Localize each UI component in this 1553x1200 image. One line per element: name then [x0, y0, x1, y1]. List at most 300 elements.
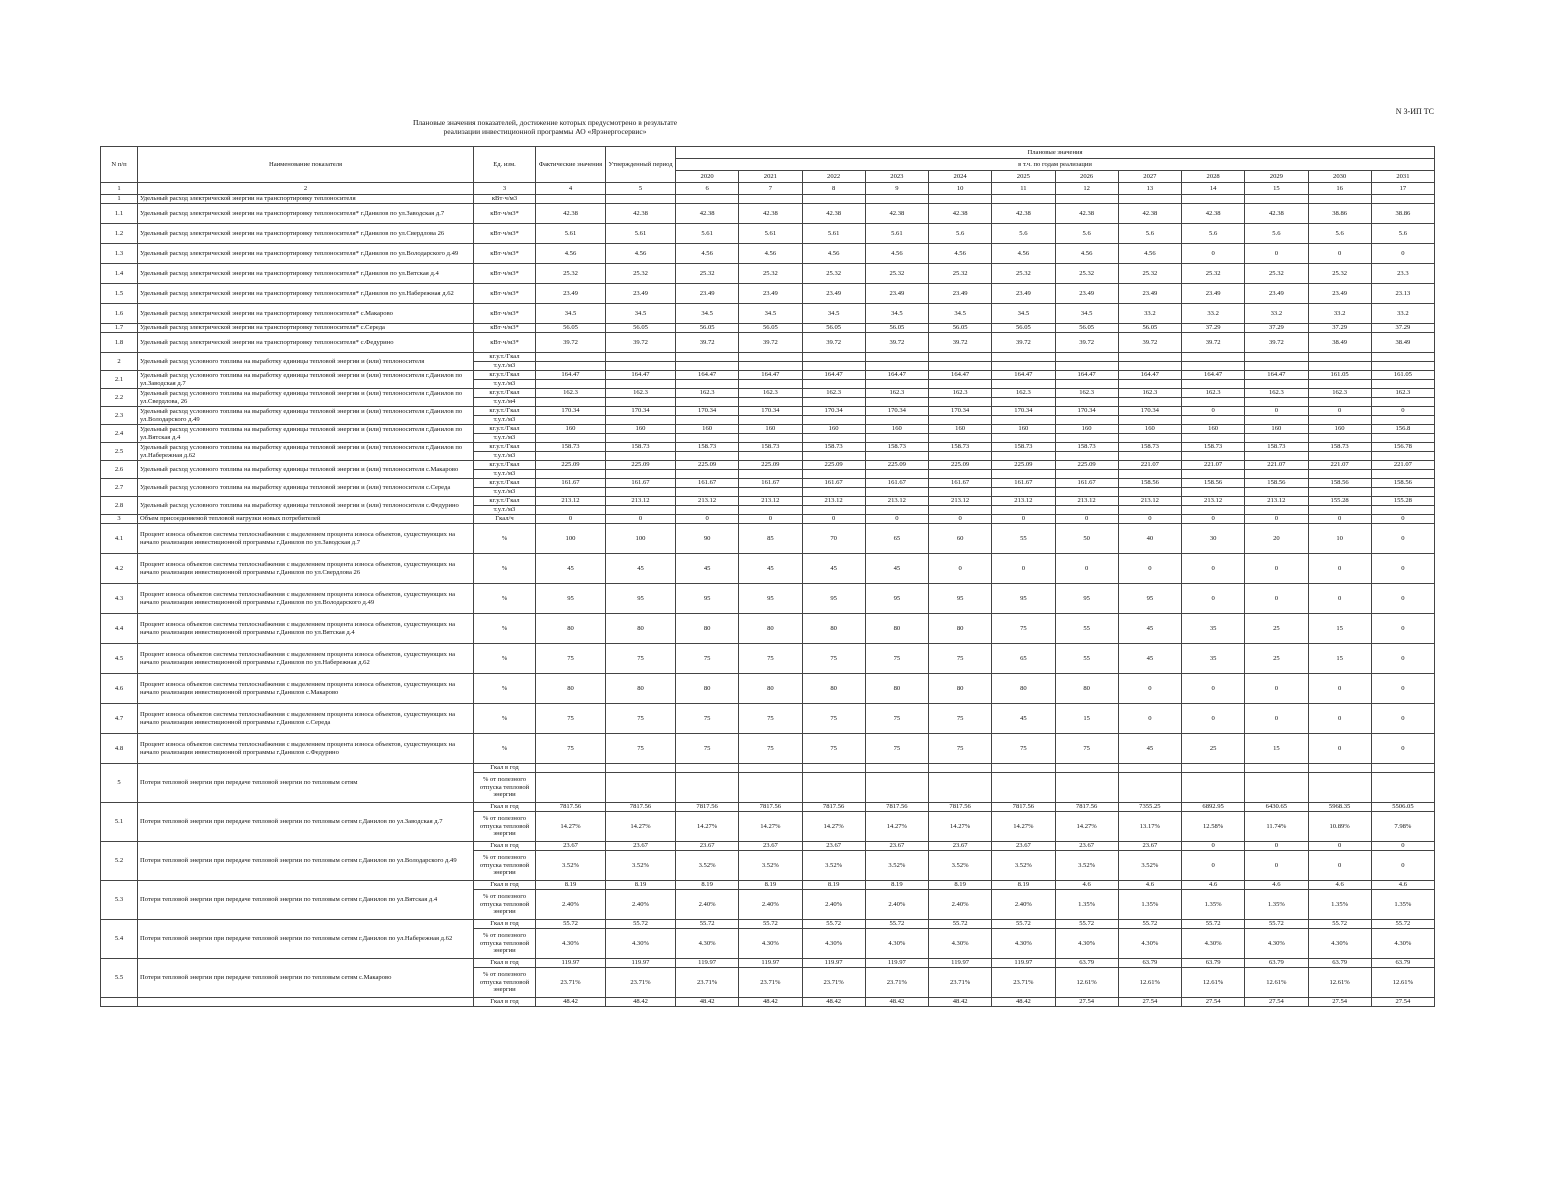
- row-value: 160: [1118, 425, 1181, 434]
- row-number: 4.8: [101, 734, 138, 764]
- table-row: [101, 371, 1435, 380]
- column-number: 5: [606, 183, 676, 195]
- row-value: 25: [1182, 734, 1245, 764]
- row-value: [865, 506, 928, 515]
- row-value: 225.09: [865, 461, 928, 470]
- row-value: 55.72: [1245, 920, 1308, 929]
- column-number: 6: [676, 183, 739, 195]
- row-indicator-name: [138, 998, 474, 1007]
- table-row: [101, 674, 1435, 704]
- row-value: 45: [606, 554, 676, 584]
- header-year: 2031: [1371, 171, 1434, 183]
- row-value: [1245, 416, 1308, 425]
- row-value: 55.72: [739, 920, 802, 929]
- row-value: 23.67: [676, 842, 739, 851]
- row-value: 35: [1182, 614, 1245, 644]
- row-value: 42.38: [536, 204, 606, 224]
- row-unit: т.у.т./м3: [474, 452, 536, 461]
- row-value: 55.72: [802, 920, 865, 929]
- row-value: 2.40%: [676, 890, 739, 920]
- table-row: [101, 353, 1435, 362]
- row-value: [1055, 353, 1118, 362]
- row-value: 0: [1308, 851, 1371, 881]
- header-plan: Плановые значения: [676, 147, 1435, 159]
- row-value: 75: [992, 614, 1055, 644]
- row-value: 15: [1245, 734, 1308, 764]
- header-year: 2020: [676, 171, 739, 183]
- row-value: 25.32: [1308, 264, 1371, 284]
- row-indicator-name: Удельный расход электрической энергии на транспортировку теплоносителя* г.Данилов по ул.Володарского д.49: [138, 244, 474, 264]
- row-unit: %: [474, 524, 536, 554]
- row-value: 0: [1245, 244, 1308, 264]
- row-value: 0: [1245, 554, 1308, 584]
- row-value: 23.49: [1245, 284, 1308, 304]
- row-value: 75: [802, 704, 865, 734]
- row-value: [1245, 195, 1308, 204]
- row-number: 1.1: [101, 204, 138, 224]
- row-value: 1.35%: [1055, 890, 1118, 920]
- row-value: 4.6: [1371, 881, 1434, 890]
- row-value: 55: [1055, 644, 1118, 674]
- row-value: 23.49: [1308, 284, 1371, 304]
- row-number: 4.1: [101, 524, 138, 554]
- row-value: 95: [606, 584, 676, 614]
- row-value: [992, 362, 1055, 371]
- row-value: 100: [536, 524, 606, 554]
- table-row: [101, 842, 1435, 851]
- row-number: 1.2: [101, 224, 138, 244]
- row-value: 160: [802, 425, 865, 434]
- row-value: [739, 506, 802, 515]
- row-value: 48.42: [865, 998, 928, 1007]
- row-value: [676, 353, 739, 362]
- row-value: [865, 452, 928, 461]
- row-unit: т.у.т./м4: [474, 398, 536, 407]
- row-value: 42.38: [1055, 204, 1118, 224]
- row-indicator-name: Удельный расход электрической энергии на транспортировку теплоносителя* г.Данилов по ул.Вятская д.4: [138, 264, 474, 284]
- row-value: 23.71%: [865, 968, 928, 998]
- row-value: 158.56: [1182, 479, 1245, 488]
- row-unit: кВт·ч/м3*: [474, 264, 536, 284]
- row-value: 0: [1371, 851, 1434, 881]
- table-row: [101, 644, 1435, 674]
- row-unit: т.у.т./м3: [474, 470, 536, 479]
- row-value: 23.67: [992, 842, 1055, 851]
- table-row: [101, 614, 1435, 644]
- row-value: 80: [676, 674, 739, 704]
- table-row: [101, 443, 1435, 452]
- row-value: 75: [536, 644, 606, 674]
- row-value: 8.19: [676, 881, 739, 890]
- row-value: 80: [606, 614, 676, 644]
- row-value: 221.07: [1182, 461, 1245, 470]
- row-value: 23.13: [1371, 284, 1434, 304]
- row-value: 80: [1055, 674, 1118, 704]
- row-value: 56.05: [739, 324, 802, 333]
- row-value: 162.3: [1055, 389, 1118, 398]
- row-value: [929, 380, 992, 389]
- row-value: 39.72: [1245, 333, 1308, 353]
- row-value: 39.72: [1118, 333, 1181, 353]
- row-value: 0: [992, 554, 1055, 584]
- row-value: [865, 434, 928, 443]
- row-value: [536, 488, 606, 497]
- row-unit: кг.у.т./Гкал: [474, 353, 536, 362]
- row-value: 0: [1308, 515, 1371, 524]
- row-value: 161.67: [536, 479, 606, 488]
- row-value: 158.56: [1371, 479, 1434, 488]
- row-indicator-name: Удельный расход условного топлива на выработку единицы тепловой энергии и (или) теплоносителя г.Данилов по ул.Володарского д.49: [138, 407, 474, 425]
- row-value: 80: [802, 674, 865, 704]
- row-value: [1371, 452, 1434, 461]
- row-value: 15: [1308, 644, 1371, 674]
- row-value: 23.67: [536, 842, 606, 851]
- row-value: 75: [929, 644, 992, 674]
- row-value: 23.49: [1182, 284, 1245, 304]
- row-value: 8.19: [606, 881, 676, 890]
- row-value: 225.09: [536, 461, 606, 470]
- row-value: [606, 506, 676, 515]
- row-value: 0: [1118, 674, 1181, 704]
- row-value: 213.12: [1182, 497, 1245, 506]
- row-value: 38.86: [1308, 204, 1371, 224]
- row-value: 119.97: [676, 959, 739, 968]
- row-value: [802, 380, 865, 389]
- row-value: 7817.56: [865, 803, 928, 812]
- table-row: [101, 704, 1435, 734]
- row-number: 2.4: [101, 425, 138, 443]
- row-unit: кВт·ч/м3: [474, 195, 536, 204]
- row-value: 162.3: [1118, 389, 1181, 398]
- header-year: 2027: [1118, 171, 1181, 183]
- row-value: 0: [536, 515, 606, 524]
- row-value: 4.56: [929, 244, 992, 264]
- row-value: [536, 416, 606, 425]
- row-value: [1245, 353, 1308, 362]
- row-value: 0: [1371, 674, 1434, 704]
- column-number: 2: [138, 183, 474, 195]
- row-value: 3.52%: [536, 851, 606, 881]
- row-value: 164.47: [802, 371, 865, 380]
- row-number: 5.3: [101, 881, 138, 920]
- row-value: [992, 195, 1055, 204]
- row-value: 8.19: [536, 881, 606, 890]
- row-value: 119.97: [865, 959, 928, 968]
- row-value: 80: [739, 614, 802, 644]
- row-value: 5.6: [992, 224, 1055, 244]
- row-value: 25.32: [865, 264, 928, 284]
- header-approved: Утвержденный период: [606, 147, 676, 183]
- row-value: [802, 434, 865, 443]
- row-value: [992, 470, 1055, 479]
- row-value: 56.05: [992, 324, 1055, 333]
- row-value: [676, 398, 739, 407]
- row-number: 2.1: [101, 371, 138, 389]
- row-value: 0: [1371, 524, 1434, 554]
- row-value: [536, 398, 606, 407]
- row-value: 34.5: [802, 304, 865, 324]
- row-value: 158.73: [865, 443, 928, 452]
- row-value: 162.3: [865, 389, 928, 398]
- row-unit: Гкал в год: [474, 920, 536, 929]
- column-number: 14: [1182, 183, 1245, 195]
- row-number: 5.5: [101, 959, 138, 998]
- row-number: 2.5: [101, 443, 138, 461]
- row-value: [802, 195, 865, 204]
- row-value: 95: [1118, 584, 1181, 614]
- row-value: 75: [739, 704, 802, 734]
- row-value: 42.38: [606, 204, 676, 224]
- table-row: [101, 554, 1435, 584]
- row-value: 23.67: [929, 842, 992, 851]
- row-value: [739, 434, 802, 443]
- row-value: 42.38: [676, 204, 739, 224]
- row-value: 12.58%: [1182, 812, 1245, 842]
- row-value: 4.6: [1245, 881, 1308, 890]
- row-value: [536, 773, 606, 803]
- table-row: [101, 998, 1435, 1007]
- row-value: 0: [1308, 842, 1371, 851]
- header-year: 2025: [992, 171, 1055, 183]
- row-value: 75: [992, 734, 1055, 764]
- row-value: 45: [739, 554, 802, 584]
- row-value: 27.54: [1182, 998, 1245, 1007]
- row-value: [1182, 380, 1245, 389]
- row-value: 40: [1118, 524, 1181, 554]
- row-value: 50: [1055, 524, 1118, 554]
- row-value: 12.61%: [1182, 968, 1245, 998]
- header-year: 2023: [865, 171, 928, 183]
- row-indicator-name: Удельный расход условного топлива на выработку единицы тепловой энергии и (или) теплоносителя с.Середа: [138, 479, 474, 497]
- row-value: 162.3: [739, 389, 802, 398]
- row-value: [865, 416, 928, 425]
- row-unit: % от полезного отпуска тепловой энергии: [474, 929, 536, 959]
- row-unit: Гкал в год: [474, 803, 536, 812]
- row-value: [1245, 488, 1308, 497]
- row-number: 4.6: [101, 674, 138, 704]
- column-number: 8: [802, 183, 865, 195]
- row-value: 55.72: [1182, 920, 1245, 929]
- row-value: 23.71%: [929, 968, 992, 998]
- row-value: [929, 764, 992, 773]
- row-value: 27.54: [1118, 998, 1181, 1007]
- row-value: 75: [676, 734, 739, 764]
- row-unit: % от полезного отпуска тепловой энергии: [474, 851, 536, 881]
- row-value: [802, 488, 865, 497]
- row-value: 0: [1371, 614, 1434, 644]
- row-value: 34.5: [865, 304, 928, 324]
- row-value: 7817.56: [1055, 803, 1118, 812]
- row-value: 23.49: [536, 284, 606, 304]
- row-value: 4.56: [606, 244, 676, 264]
- row-value: [1182, 764, 1245, 773]
- row-value: [865, 353, 928, 362]
- row-indicator-name: Удельный расход условного топлива на выработку единицы тепловой энергии и (или) теплоносителя г.Данилов по ул.Заводская д.7: [138, 371, 474, 389]
- row-value: 5.6: [1055, 224, 1118, 244]
- column-number: 7: [739, 183, 802, 195]
- row-value: 5.61: [739, 224, 802, 244]
- table-row: [101, 304, 1435, 324]
- row-value: [676, 764, 739, 773]
- row-value: 42.38: [739, 204, 802, 224]
- row-value: 3.52%: [739, 851, 802, 881]
- row-value: 23.49: [1118, 284, 1181, 304]
- row-value: 225.09: [992, 461, 1055, 470]
- row-value: [1055, 362, 1118, 371]
- row-value: 3.52%: [1055, 851, 1118, 881]
- row-value: 75: [536, 704, 606, 734]
- row-value: [992, 380, 1055, 389]
- row-value: 3.52%: [929, 851, 992, 881]
- row-value: 0: [1371, 704, 1434, 734]
- row-value: [739, 773, 802, 803]
- row-value: 7817.56: [992, 803, 1055, 812]
- row-value: [865, 470, 928, 479]
- row-value: 75: [865, 704, 928, 734]
- row-value: 33.2: [1371, 304, 1434, 324]
- row-value: 162.3: [929, 389, 992, 398]
- row-value: 39.72: [606, 333, 676, 353]
- row-indicator-name: Удельный расход условного топлива на выработку единицы тепловой энергии и (или) теплоносителя г.Данилов по ул.Свердлова, 26: [138, 389, 474, 407]
- row-value: 75: [929, 734, 992, 764]
- row-value: 23.71%: [739, 968, 802, 998]
- row-value: 1.35%: [1182, 890, 1245, 920]
- row-unit: кг.у.т./Гкал: [474, 461, 536, 470]
- title-line-1: Плановые значения показателей, достижение которых предусмотрено в результате: [412, 118, 678, 127]
- row-value: 25.32: [929, 264, 992, 284]
- table-row: [101, 407, 1435, 416]
- row-value: 5.61: [676, 224, 739, 244]
- row-value: 55.72: [865, 920, 928, 929]
- row-unit: т.у.т./м3: [474, 362, 536, 371]
- row-value: [536, 380, 606, 389]
- row-value: 2.40%: [536, 890, 606, 920]
- row-value: [1055, 773, 1118, 803]
- row-value: 56.05: [606, 324, 676, 333]
- row-unit: кг.у.т./Гкал: [474, 389, 536, 398]
- column-number: 16: [1308, 183, 1371, 195]
- row-value: 4.56: [865, 244, 928, 264]
- row-value: 42.38: [1118, 204, 1181, 224]
- row-indicator-name: Удельный расход электрической энергии на транспортировку теплоносителя* с.Макарово: [138, 304, 474, 324]
- row-value: 1.35%: [1371, 890, 1434, 920]
- row-value: 75: [739, 644, 802, 674]
- row-value: 0: [1308, 554, 1371, 584]
- row-value: 0: [802, 515, 865, 524]
- row-value: 0: [1182, 851, 1245, 881]
- row-value: 48.42: [929, 998, 992, 1007]
- row-value: 3.52%: [802, 851, 865, 881]
- row-value: 0: [1308, 407, 1371, 416]
- row-value: 56.05: [1118, 324, 1181, 333]
- row-unit: кВт·ч/м3*: [474, 224, 536, 244]
- row-indicator-name: Удельный расход условного топлива на выработку единицы тепловой энергии и (или) теплоносителя с.Макарово: [138, 461, 474, 479]
- row-value: 80: [536, 614, 606, 644]
- row-indicator-name: Удельный расход электрической энергии на транспортировку теплоносителя* с.Федурино: [138, 333, 474, 353]
- row-value: 0: [1245, 704, 1308, 734]
- row-value: 3.52%: [865, 851, 928, 881]
- row-unit: % от полезного отпуска тепловой энергии: [474, 968, 536, 998]
- row-value: [606, 195, 676, 204]
- row-value: 162.3: [1371, 389, 1434, 398]
- row-value: 213.12: [802, 497, 865, 506]
- row-value: [992, 773, 1055, 803]
- row-value: 55.72: [992, 920, 1055, 929]
- row-value: 8.19: [802, 881, 865, 890]
- row-value: 39.72: [739, 333, 802, 353]
- row-value: [1055, 452, 1118, 461]
- row-indicator-name: Процент износа объектов системы теплоснабжения с выделением процента износа объектов, существующих на начало реализации инвестиционной программы г.Данилов с.Федурино: [138, 734, 474, 764]
- row-value: [802, 353, 865, 362]
- row-value: 5.6: [1371, 224, 1434, 244]
- row-value: 25.32: [992, 264, 1055, 284]
- row-value: [1182, 353, 1245, 362]
- table-body: [101, 195, 1435, 1007]
- row-value: 37.29: [1182, 324, 1245, 333]
- row-value: 39.72: [929, 333, 992, 353]
- table-row: [101, 224, 1435, 244]
- row-value: 213.12: [929, 497, 992, 506]
- row-value: [1182, 470, 1245, 479]
- row-value: 23.49: [929, 284, 992, 304]
- row-value: 2.40%: [739, 890, 802, 920]
- row-value: [1308, 470, 1371, 479]
- row-value: 48.42: [802, 998, 865, 1007]
- row-value: 4.56: [1118, 244, 1181, 264]
- row-value: 37.29: [1371, 324, 1434, 333]
- table-row: [101, 425, 1435, 434]
- row-value: [1118, 470, 1181, 479]
- header-num: N п/п: [101, 147, 138, 183]
- row-value: 160: [536, 425, 606, 434]
- row-value: [1308, 195, 1371, 204]
- row-value: [1055, 380, 1118, 389]
- row-value: 0: [606, 515, 676, 524]
- row-value: 23.49: [992, 284, 1055, 304]
- row-value: 63.79: [1371, 959, 1434, 968]
- header-year: 2022: [802, 171, 865, 183]
- row-unit: т.у.т./м3: [474, 434, 536, 443]
- row-value: 164.47: [606, 371, 676, 380]
- row-value: [1308, 398, 1371, 407]
- row-value: 164.47: [865, 371, 928, 380]
- row-number: 4.5: [101, 644, 138, 674]
- row-value: 4.56: [992, 244, 1055, 264]
- column-number: 12: [1055, 183, 1118, 195]
- row-value: 45: [536, 554, 606, 584]
- row-unit: кг.у.т./Гкал: [474, 443, 536, 452]
- row-value: [1308, 452, 1371, 461]
- row-number: 5.1: [101, 803, 138, 842]
- row-value: 164.47: [1245, 371, 1308, 380]
- row-number: 2.6: [101, 461, 138, 479]
- row-value: 6892.95: [1182, 803, 1245, 812]
- row-value: [1182, 452, 1245, 461]
- row-value: 14.27%: [992, 812, 1055, 842]
- row-value: [1245, 398, 1308, 407]
- column-number: 10: [929, 183, 992, 195]
- row-value: [606, 353, 676, 362]
- row-value: [992, 353, 1055, 362]
- row-number: 1: [101, 195, 138, 204]
- row-value: 4.30%: [739, 929, 802, 959]
- row-unit: кг.у.т./Гкал: [474, 407, 536, 416]
- header-year: 2026: [1055, 171, 1118, 183]
- row-value: 170.34: [1055, 407, 1118, 416]
- row-value: 25: [1245, 614, 1308, 644]
- row-value: 0: [1371, 584, 1434, 614]
- row-unit: % от полезного отпуска тепловой энергии: [474, 812, 536, 842]
